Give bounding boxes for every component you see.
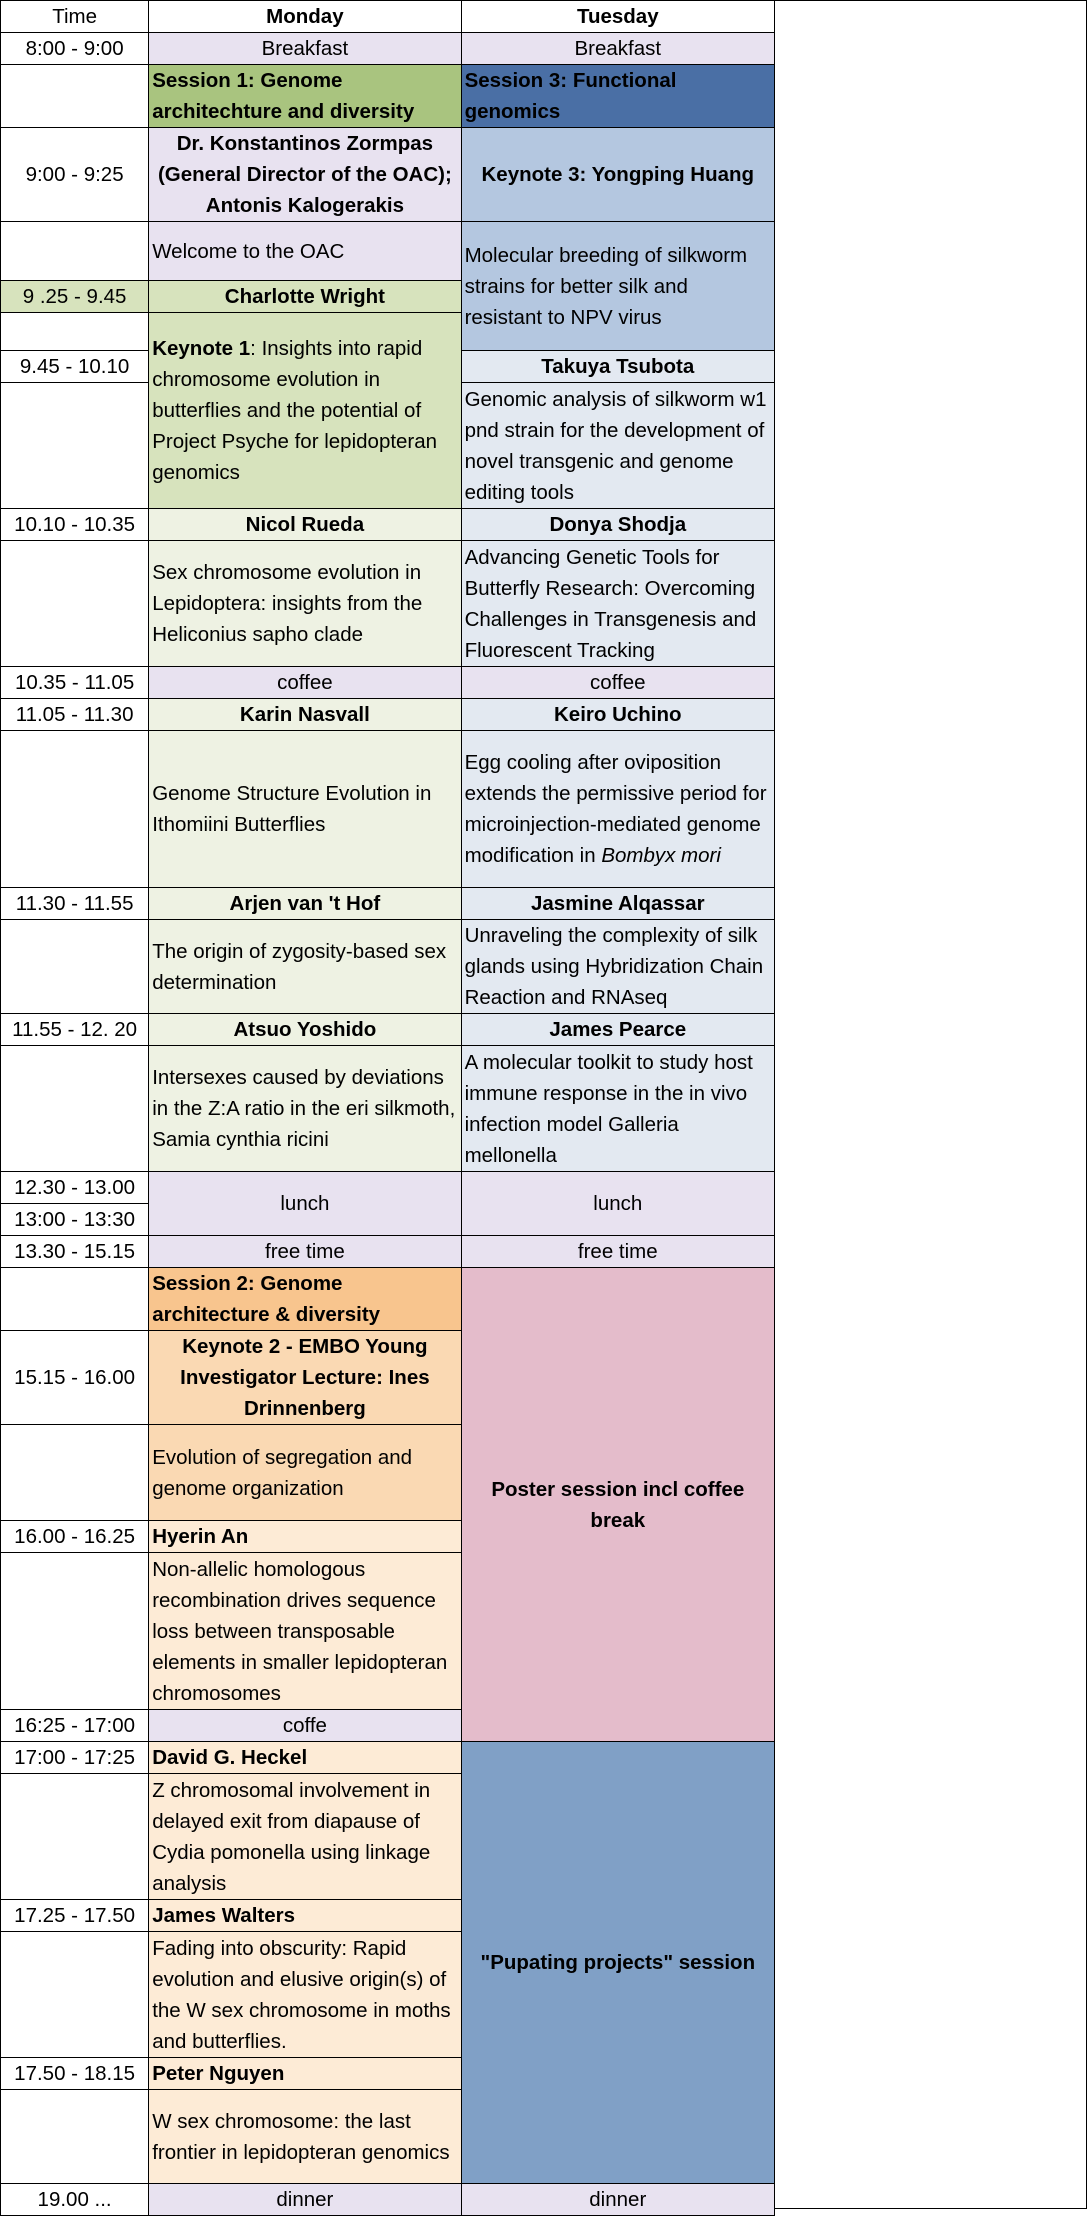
time-cell-empty — [1, 65, 149, 128]
time-cell: 15.15 - 16.00 — [1, 1331, 149, 1425]
table-row — [1, 541, 775, 667]
time-cell: 17.50 - 18.15 — [1, 2058, 149, 2090]
time-cell: 10.35 - 11.05 — [1, 667, 149, 699]
table-row — [1, 1046, 775, 1172]
session-3-title: Session 3: Functional genomics — [461, 65, 774, 128]
time-cell: 17:00 - 17:25 — [1, 1742, 149, 1774]
time-cell: 19.00 ... — [1, 2184, 149, 2216]
time-cell: 11.05 - 11.30 — [1, 699, 149, 731]
time-header: Time — [1, 1, 149, 33]
monday-breakfast: Breakfast — [149, 33, 461, 65]
speaker-james-pearce: James Pearce — [461, 1014, 774, 1046]
speaker-jasmine-alqassar: Jasmine Alqassar — [461, 888, 774, 920]
talk-heckel-title: Z chromosomal involvement in delayed exit from diapause of Cydia pomonella using linkage analysis — [149, 1774, 461, 1900]
welcome-speakers: Dr. Konstantinos Zormpas (General Director of the OAC); Antonis Kalogerakis — [149, 128, 461, 222]
speaker-charlotte-wright: Charlotte Wright — [149, 281, 461, 313]
speaker-donya-shodja: Donya Shodja — [461, 509, 774, 541]
time-cell-empty — [1, 1553, 149, 1710]
tuesday-coffee: coffee — [461, 667, 774, 699]
speaker-keiro-uchino: Keiro Uchino — [461, 699, 774, 731]
time-cell: 12.30 - 13.00 — [1, 1172, 149, 1204]
table-row — [1, 667, 775, 699]
table-row — [1, 1268, 775, 1331]
time-cell: 16.00 - 16.25 — [1, 1521, 149, 1553]
monday-dinner: dinner — [149, 2184, 461, 2216]
speaker-atsuo-yoshido: Atsuo Yoshido — [149, 1014, 461, 1046]
speaker-james-walters: James Walters — [149, 1900, 461, 1932]
keynote-2-title: Evolution of segregation and genome organization — [149, 1425, 461, 1521]
time-cell: 13:00 - 13:30 — [1, 1204, 149, 1236]
welcome-title: Welcome to the OAC — [149, 222, 461, 281]
time-cell-empty — [1, 1268, 149, 1331]
table-row — [1, 1742, 775, 1774]
speaker-nicol-rueda: Nicol Rueda — [149, 509, 461, 541]
time-cell-empty — [1, 1425, 149, 1521]
talk-tsubota-title: Genomic analysis of silkworm w1 pnd strain for the development of novel transgenic and genome editing tools — [461, 383, 774, 509]
time-cell: 16:25 - 17:00 — [1, 1710, 149, 1742]
monday-coffe: coffe — [149, 1710, 461, 1742]
monday-lunch: lunch — [149, 1172, 461, 1236]
time-cell: 10.10 - 10.35 — [1, 509, 149, 541]
table-row — [1, 888, 775, 920]
table-row — [1, 699, 775, 731]
keynote-2-speaker: Keynote 2 - EMBO Young Investigator Lecture: Ines Drinnenberg — [149, 1331, 461, 1425]
speaker-peter-nguyen: Peter Nguyen — [149, 2058, 461, 2090]
keynote-1-text: : Insights into rapid chromosome evolution in butterflies and the potential of Project Psyche for lepidopteran genomics — [152, 337, 438, 484]
time-cell: 8:00 - 9:00 — [1, 33, 149, 65]
monday-free-time: free time — [149, 1236, 461, 1268]
time-cell-empty — [1, 313, 149, 351]
talk-alqassar-title: Unraveling the complexity of silk glands using Hybridization Chain Reaction and RNAseq — [461, 920, 774, 1014]
time-cell: 9.45 - 10.10 — [1, 351, 149, 383]
time-cell-empty — [1, 383, 149, 509]
tuesday-dinner: dinner — [461, 2184, 774, 2216]
talk-van-t-hof-title: The origin of zygosity-based sex determination — [149, 920, 461, 1014]
keynote-1-title — [149, 313, 461, 509]
session-1-title: Session 1: Genome architechture and diversity — [149, 65, 461, 128]
speaker-hyerin-an: Hyerin An — [149, 1521, 461, 1553]
time-cell: 17.25 - 17.50 — [1, 1900, 149, 1932]
time-cell: 13.30 - 15.15 — [1, 1236, 149, 1268]
talk-nguyen-title: W sex chromosome: the last frontier in lepidopteran genomics — [149, 2090, 461, 2184]
monday-coffee: coffee — [149, 667, 461, 699]
talk-shodja-title: Advancing Genetic Tools for Butterfly Research: Overcoming Challenges in Transgenesis and Fluorescent Tracking — [461, 541, 774, 667]
time-cell-empty — [1, 541, 149, 667]
time-cell: 11.55 - 12. 20 — [1, 1014, 149, 1046]
pupating-projects-session: "Pupating projects" session — [461, 1742, 774, 2184]
time-cell-empty — [1, 731, 149, 888]
table-row — [1, 33, 775, 65]
time-cell-empty — [1, 1774, 149, 1900]
monday-header: Monday — [149, 1, 461, 33]
talk-uchino-text: Egg cooling after oviposition extends the permissive period for microinjection-mediated genome modification in — [464, 751, 767, 867]
table-row — [1, 509, 775, 541]
time-cell-empty — [1, 2090, 149, 2184]
table-row — [1, 1236, 775, 1268]
talk-yoshido-title: Intersexes caused by deviations in the Z:A ratio in the eri silkmoth, Samia cynthia ricini — [149, 1046, 461, 1172]
speaker-takuya-tsubota: Takuya Tsubota — [461, 351, 774, 383]
poster-session: Poster session incl coffee break — [461, 1268, 774, 1742]
time-cell-empty — [1, 1932, 149, 2058]
time-cell-empty — [1, 222, 149, 281]
time-cell: 11.30 - 11.55 — [1, 888, 149, 920]
keynote-3-speaker: Keynote 3: Yongping Huang — [461, 128, 774, 222]
tuesday-header: Tuesday — [461, 1, 774, 33]
time-cell: 9:00 - 9:25 — [1, 128, 149, 222]
time-cell-empty — [1, 1046, 149, 1172]
speaker-david-heckel: David G. Heckel — [149, 1742, 461, 1774]
table-row — [1, 128, 775, 222]
talk-uchino-species: Bombyx mori — [601, 844, 721, 867]
keynote-3-title: Molecular breeding of silkworm strains for better silk and resistant to NPV virus — [461, 222, 774, 351]
tuesday-breakfast: Breakfast — [461, 33, 774, 65]
table-row — [1, 222, 775, 281]
table-row — [1, 1014, 775, 1046]
keynote-1-label: Keynote 1 — [152, 337, 251, 360]
tuesday-lunch: lunch — [461, 1172, 774, 1236]
talk-walters-title: Fading into obscurity: Rapid evolution and elusive origin(s) of the W sex chromosome in moths and butterflies. — [149, 1932, 461, 2058]
tuesday-free-time: free time — [461, 1236, 774, 1268]
talk-uchino-title — [461, 731, 774, 888]
talk-rueda-title: Sex chromosome evolution in Lepidoptera: insights from the Heliconius sapho clade — [149, 541, 461, 667]
session-2-title: Session 2: Genome architecture & diversity — [149, 1268, 461, 1331]
talk-nasvall-title: Genome Structure Evolution in Ithomiini Butterflies — [149, 731, 461, 888]
header-row — [1, 1, 775, 33]
speaker-arjen-van-t-hof: Arjen van 't Hof — [149, 888, 461, 920]
time-cell-empty — [1, 920, 149, 1014]
table-row — [1, 920, 775, 1014]
table-row — [1, 731, 775, 888]
talk-pearce-title: A molecular toolkit to study host immune response in the in vivo infection model Galleria mellonella — [461, 1046, 774, 1172]
time-cell: 9 .25 - 9.45 — [1, 281, 149, 313]
talk-an-title: Non-allelic homologous recombination drives sequence loss between transposable elements in smaller lepidopteran chromosomes — [149, 1553, 461, 1710]
speaker-karin-nasvall: Karin Nasvall — [149, 699, 461, 731]
table-row — [1, 65, 775, 128]
table-row — [1, 1172, 775, 1204]
